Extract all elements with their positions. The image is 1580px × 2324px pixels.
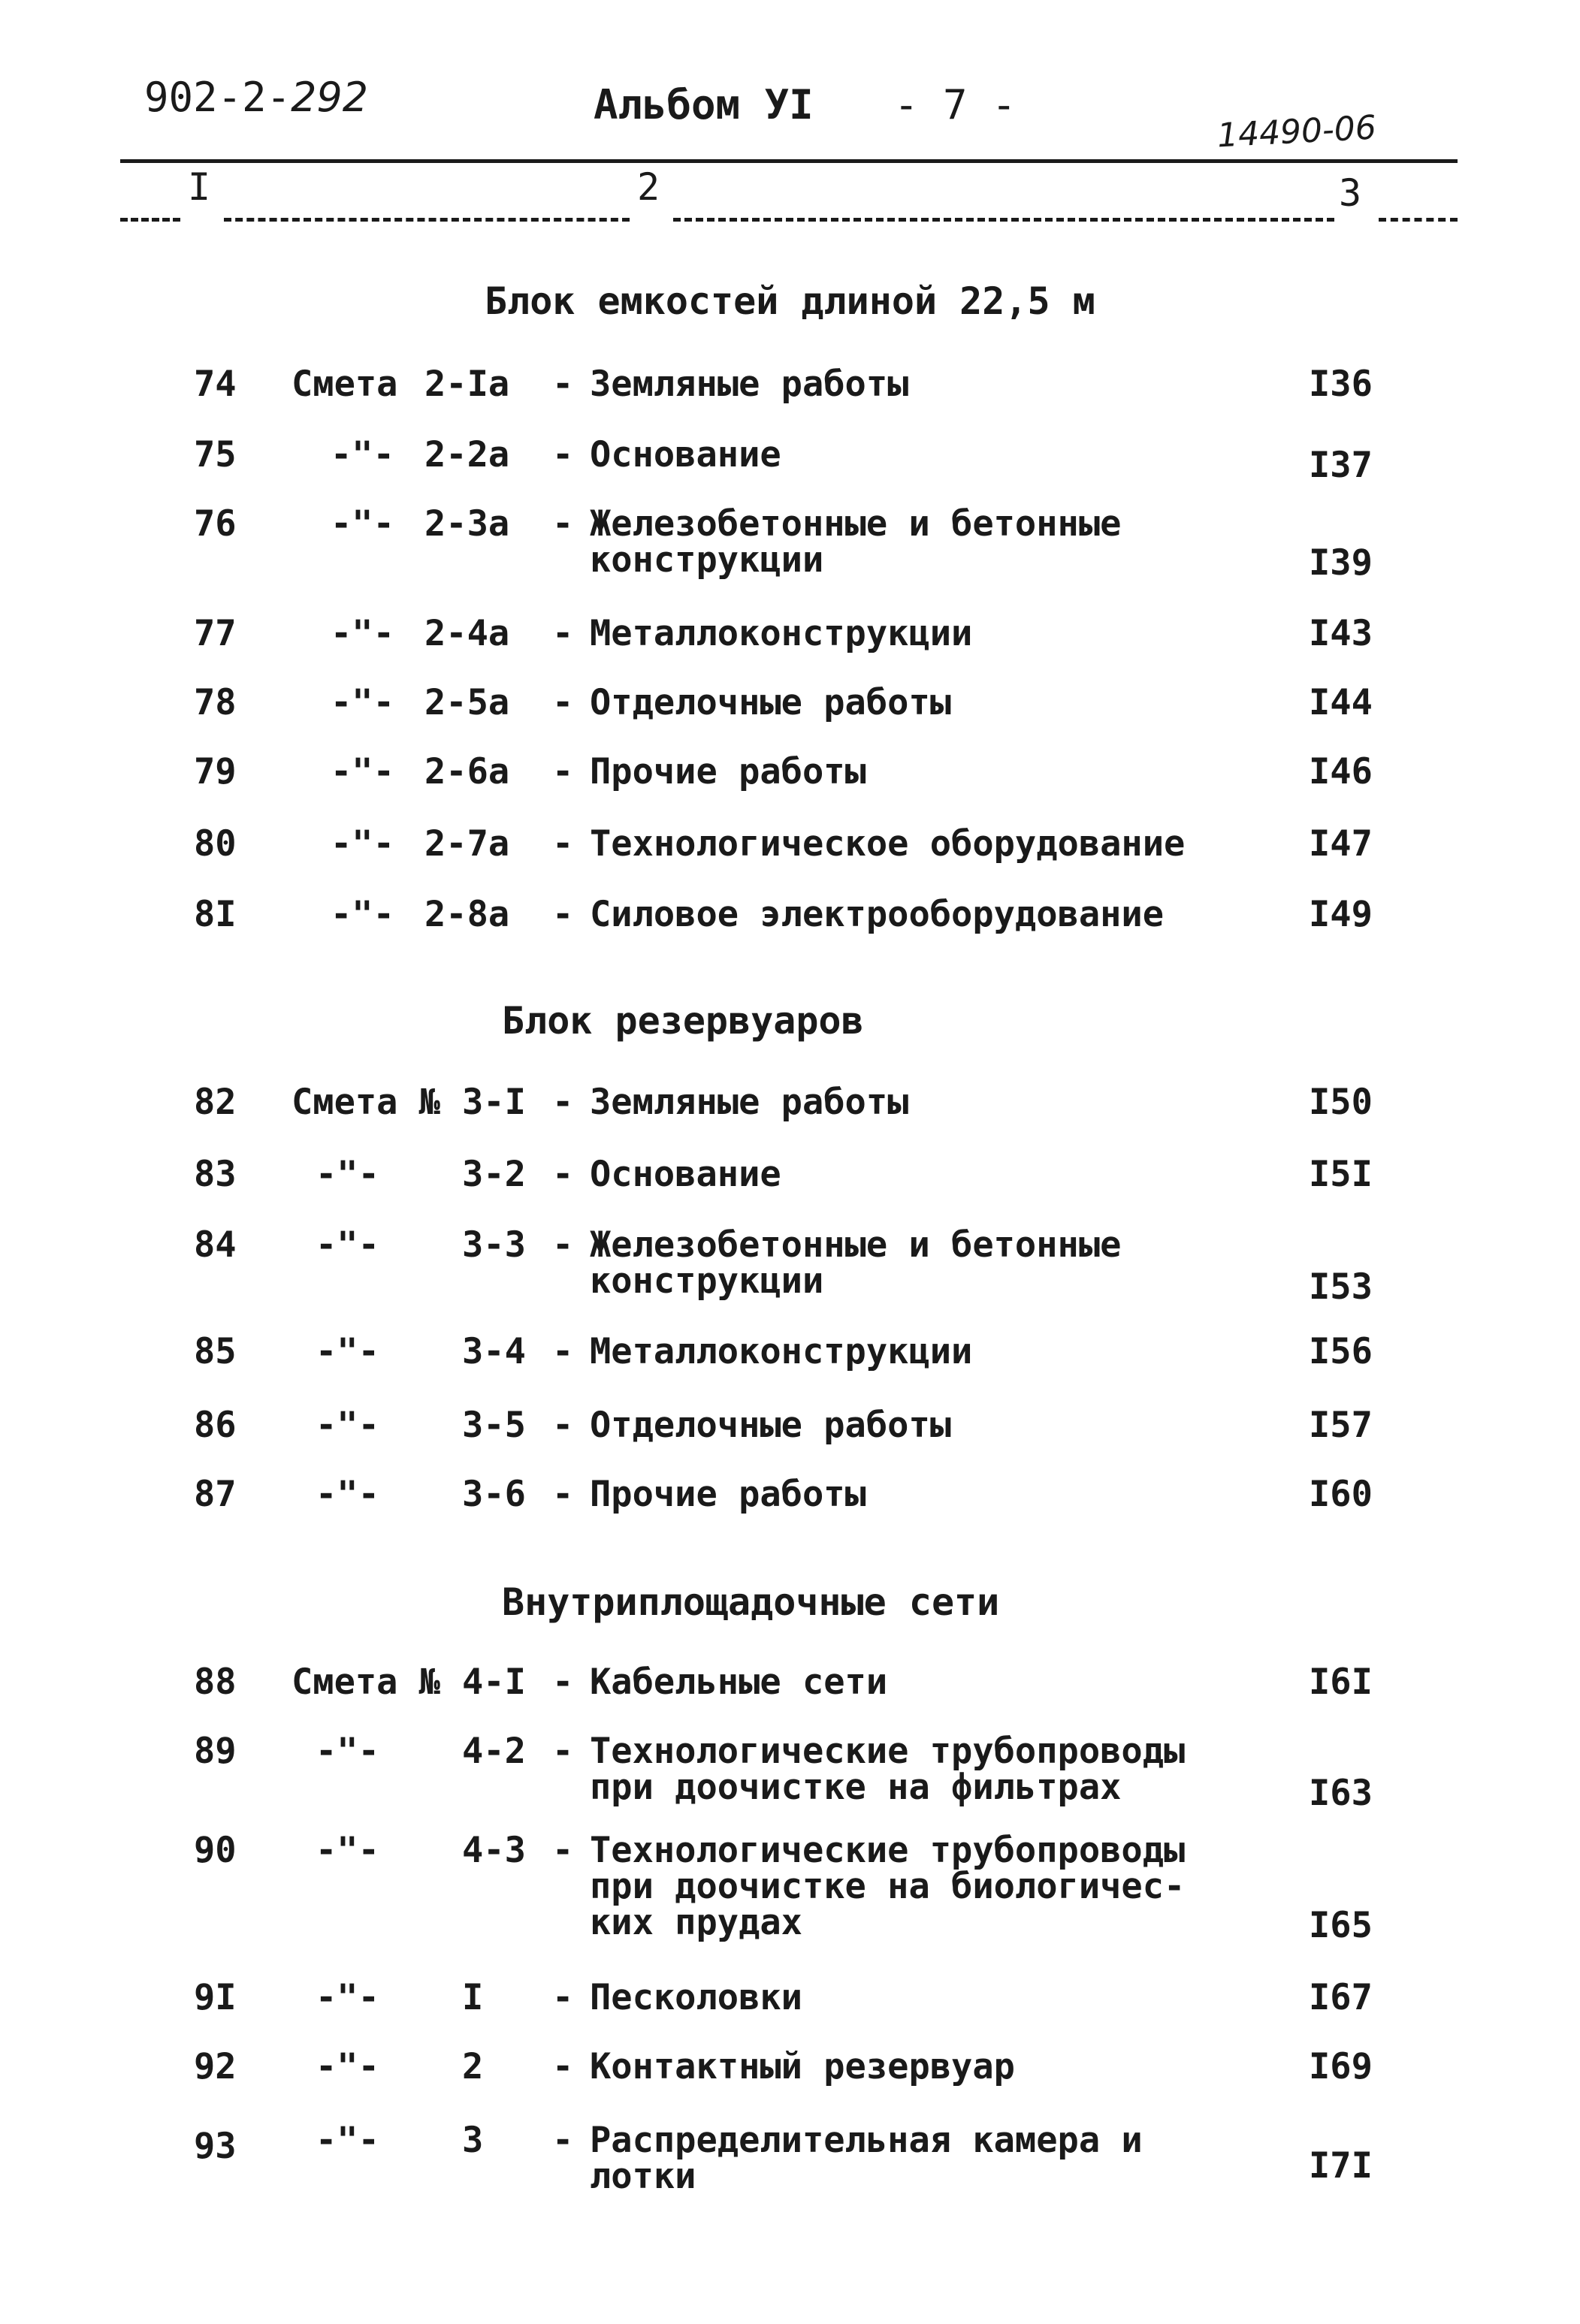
section-title: Внутриплощадочные сети xyxy=(502,1580,1000,1624)
row-ditto-mark: -"- xyxy=(331,751,394,792)
section-title: Блок емкостей длиной 22,5 м xyxy=(485,279,1095,323)
row-code: 3 xyxy=(462,2120,484,2161)
row-number: 75 xyxy=(194,434,237,475)
row-dash: - xyxy=(552,823,574,865)
row-description: Железобетонные и бетонные конструкции xyxy=(590,503,1122,581)
row-ditto-mark: -"- xyxy=(316,1977,379,2018)
row-number: 74 xyxy=(194,364,237,405)
row-number: 90 xyxy=(194,1830,237,1871)
row-description: Основание xyxy=(590,1154,781,1195)
column-divider-line xyxy=(224,218,630,222)
row-ditto-mark: -"- xyxy=(331,613,394,654)
row-ditto-mark: -"- xyxy=(316,1405,379,1446)
row-code: 2-8а xyxy=(424,894,510,935)
row-ditto-mark: -"- xyxy=(331,503,394,545)
document-code-printed: 902-2- xyxy=(144,74,292,121)
section-title: Блок резервуаров xyxy=(502,999,864,1043)
row-description: Песколовки xyxy=(590,1977,802,2018)
row-description: Железобетонные и бетонные конструкции xyxy=(590,1224,1122,1302)
row-ditto-mark: -"- xyxy=(316,1474,379,1515)
row-smeta-label: Смета xyxy=(292,364,398,405)
row-dash: - xyxy=(552,1977,574,2018)
row-dash: - xyxy=(552,1331,574,1372)
row-description: Технологические трубопроводы при доочистке на фильтрах xyxy=(590,1731,1186,1808)
row-dash: - xyxy=(552,1224,574,1266)
inventory-number: 14490-06 xyxy=(1216,108,1378,155)
row-description: Отделочные работы xyxy=(590,682,952,723)
row-page: I53 xyxy=(1309,1266,1373,1308)
row-code: 3-6 xyxy=(462,1474,526,1515)
row-description: Технологические трубопроводы при доочистке на биологичес- ких прудах xyxy=(590,1830,1186,1943)
row-code: 2-2а xyxy=(424,434,510,475)
column-divider-line xyxy=(120,218,180,222)
row-dash: - xyxy=(552,682,574,723)
row-dash: - xyxy=(552,751,574,792)
row-dash: - xyxy=(552,1154,574,1195)
row-dash: - xyxy=(552,1474,574,1515)
row-page: I5I xyxy=(1309,1154,1373,1195)
row-code: 3-I xyxy=(462,1082,526,1123)
row-ditto-mark: -"- xyxy=(316,1731,379,1772)
row-ditto-mark: -"- xyxy=(316,1830,379,1871)
row-description: Металлоконструкции xyxy=(590,613,973,654)
row-page: I69 xyxy=(1309,2046,1373,2087)
row-number: 86 xyxy=(194,1405,237,1446)
row-number: 8I xyxy=(194,894,237,935)
row-number: 93 xyxy=(194,2126,237,2167)
page-number: - 7 - xyxy=(894,81,1017,128)
row-code: 3-3 xyxy=(462,1224,526,1266)
row-number: 84 xyxy=(194,1224,237,1266)
row-description: Прочие работы xyxy=(590,1474,866,1515)
column-number-3: 3 xyxy=(1339,171,1362,215)
row-number: 87 xyxy=(194,1474,237,1515)
row-page: I65 xyxy=(1309,1905,1373,1946)
row-number: 80 xyxy=(194,823,237,865)
row-page: I63 xyxy=(1309,1773,1373,1814)
row-number: 76 xyxy=(194,503,237,545)
row-smeta-label: Смета № xyxy=(292,1662,441,1703)
row-number: 92 xyxy=(194,2046,237,2087)
row-dash: - xyxy=(552,2046,574,2087)
row-page: I47 xyxy=(1309,823,1373,865)
column-divider-line xyxy=(1379,218,1458,222)
row-code: 4-2 xyxy=(462,1731,526,1772)
row-description: Отделочные работы xyxy=(590,1405,952,1446)
row-ditto-mark: -"- xyxy=(331,823,394,865)
row-page: I43 xyxy=(1309,613,1373,654)
row-smeta-label: Смета № xyxy=(292,1082,441,1123)
row-dash: - xyxy=(552,613,574,654)
column-number-1: I xyxy=(188,165,211,209)
row-number: 82 xyxy=(194,1082,237,1123)
row-description: Металлоконструкции xyxy=(590,1331,973,1372)
row-code: 2 xyxy=(462,2046,484,2087)
row-ditto-mark: -"- xyxy=(331,894,394,935)
row-description: Основание xyxy=(590,434,781,475)
row-code: 3-2 xyxy=(462,1154,526,1195)
row-ditto-mark: -"- xyxy=(316,2120,379,2161)
row-page: I50 xyxy=(1309,1082,1373,1123)
row-code: 4-I xyxy=(462,1662,526,1703)
row-page: I56 xyxy=(1309,1331,1373,1372)
row-number: 88 xyxy=(194,1662,237,1703)
row-description: Кабельные сети xyxy=(590,1662,888,1703)
row-description: Силовое электрооборудование xyxy=(590,894,1165,935)
column-number-2: 2 xyxy=(637,165,660,209)
row-code: I xyxy=(462,1977,484,2018)
row-ditto-mark: -"- xyxy=(316,1224,379,1266)
row-page: I6I xyxy=(1309,1662,1373,1703)
row-dash: - xyxy=(552,503,574,545)
row-dash: - xyxy=(552,1830,574,1871)
row-code: 3-4 xyxy=(462,1331,526,1372)
row-ditto-mark: -"- xyxy=(331,434,394,475)
row-page: I36 xyxy=(1309,364,1373,405)
document-code-handwritten: 292 xyxy=(291,74,369,121)
row-dash: - xyxy=(552,1405,574,1446)
row-dash: - xyxy=(552,1082,574,1123)
row-dash: - xyxy=(552,364,574,405)
column-divider-line xyxy=(673,218,1334,222)
row-ditto-mark: -"- xyxy=(316,2046,379,2087)
row-page: I39 xyxy=(1309,542,1373,584)
row-code: 2-5а xyxy=(424,682,510,723)
row-description: Распределительная камера и лотки xyxy=(590,2120,1143,2197)
row-page: I49 xyxy=(1309,894,1373,935)
row-number: 9I xyxy=(194,1977,237,2018)
row-page: I57 xyxy=(1309,1405,1373,1446)
row-ditto-mark: -"- xyxy=(316,1154,379,1195)
row-ditto-mark: -"- xyxy=(331,682,394,723)
row-number: 85 xyxy=(194,1331,237,1372)
row-code: 3-5 xyxy=(462,1405,526,1446)
header-rule xyxy=(120,159,1458,163)
row-number: 79 xyxy=(194,751,237,792)
row-page: I60 xyxy=(1309,1474,1373,1515)
row-page: I37 xyxy=(1309,445,1373,486)
row-code: 2-7а xyxy=(424,823,510,865)
row-code: 4-3 xyxy=(462,1830,526,1871)
row-code: 2-6а xyxy=(424,751,510,792)
row-ditto-mark: -"- xyxy=(316,1331,379,1372)
row-page: I46 xyxy=(1309,751,1373,792)
row-dash: - xyxy=(552,2120,574,2161)
row-dash: - xyxy=(552,434,574,475)
row-description: Контактный резервуар xyxy=(590,2046,1015,2087)
album-title: Альбом УI xyxy=(594,81,814,128)
row-description: Технологическое оборудование xyxy=(590,823,1186,865)
row-description: Земляные работы xyxy=(590,364,909,405)
row-code: 2-3а xyxy=(424,503,510,545)
row-dash: - xyxy=(552,1731,574,1772)
row-dash: - xyxy=(552,1662,574,1703)
row-dash: - xyxy=(552,894,574,935)
row-number: 89 xyxy=(194,1731,237,1772)
row-description: Земляные работы xyxy=(590,1082,909,1123)
row-number: 77 xyxy=(194,613,237,654)
row-number: 83 xyxy=(194,1154,237,1195)
row-number: 78 xyxy=(194,682,237,723)
document-code xyxy=(144,74,368,121)
row-code: 2-4а xyxy=(424,613,510,654)
row-page: I67 xyxy=(1309,1977,1373,2018)
row-page: I7I xyxy=(1309,2145,1373,2187)
row-page: I44 xyxy=(1309,682,1373,723)
row-code: 2-Iа xyxy=(424,364,510,405)
row-description: Прочие работы xyxy=(590,751,866,792)
